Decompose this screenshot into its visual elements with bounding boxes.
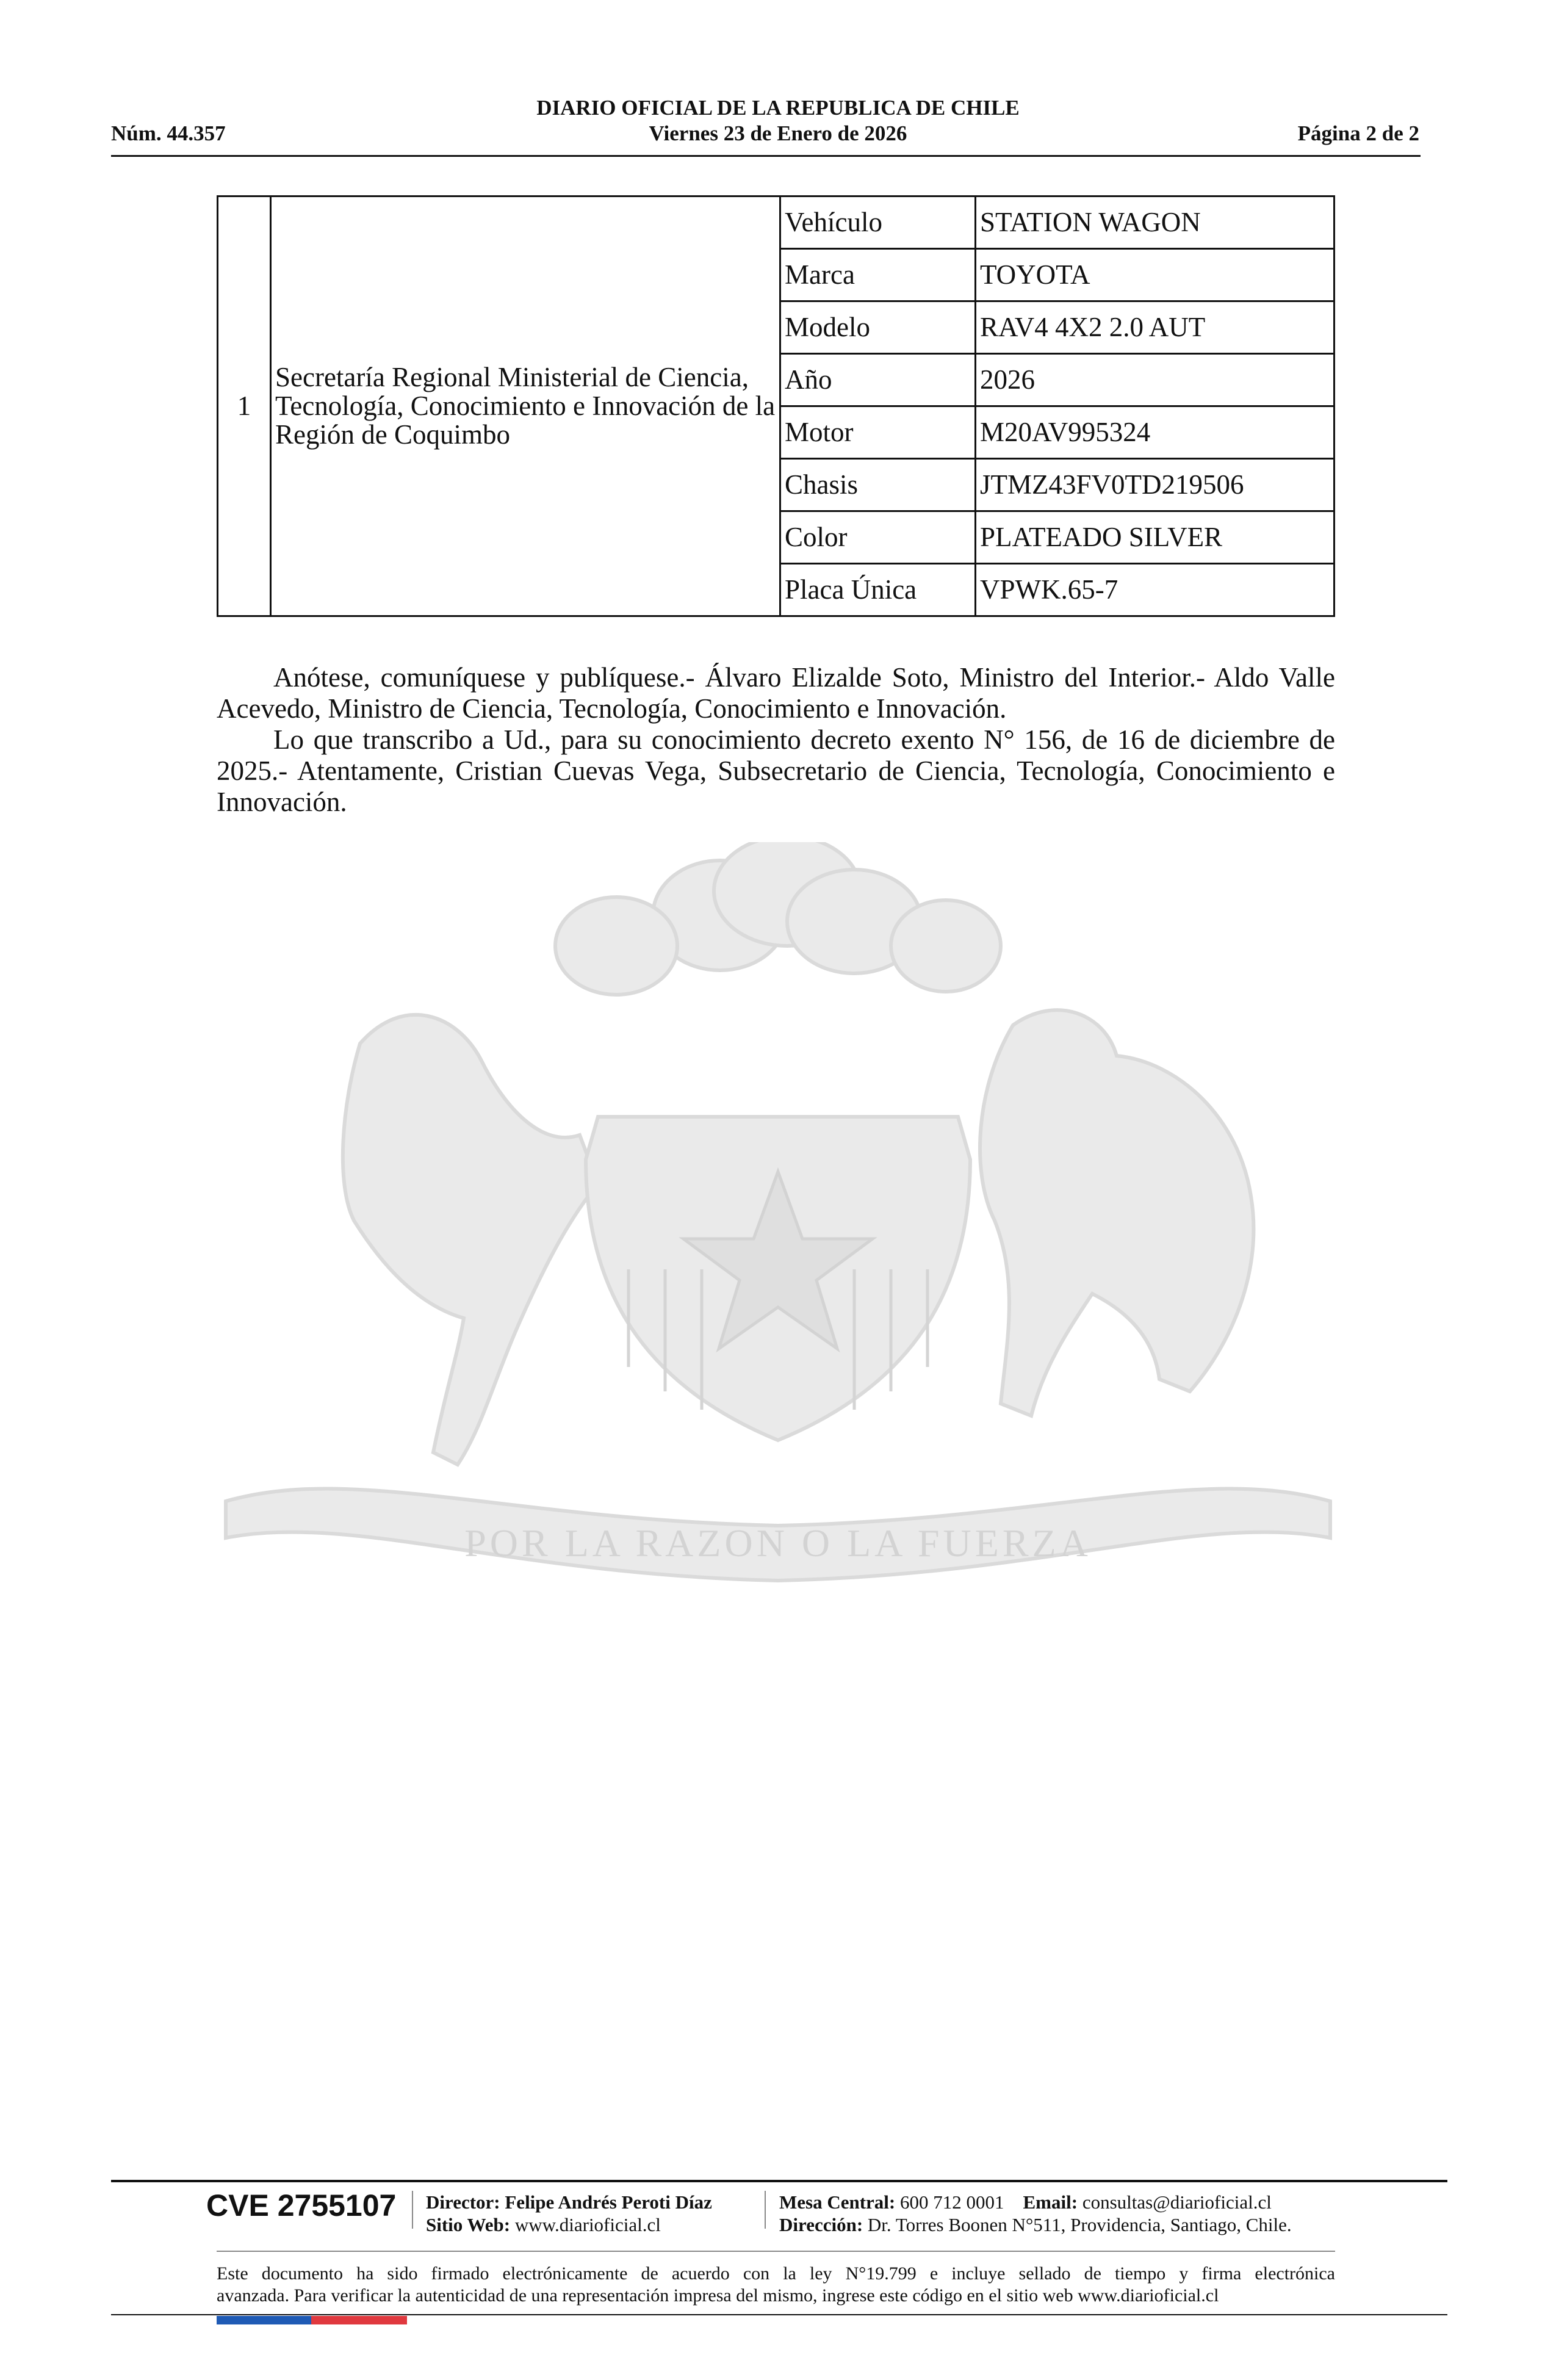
field-value: TOYOTA bbox=[976, 249, 1334, 301]
vehicle-table bbox=[217, 195, 1335, 617]
field-value: STATION WAGON bbox=[976, 197, 1334, 249]
address-label: Dirección: bbox=[779, 2214, 863, 2235]
motto-text: POR LA RAZON O LA FUERZA bbox=[464, 1521, 1092, 1565]
issue-number: Núm. 44.357 bbox=[111, 121, 226, 145]
contact-line bbox=[779, 2191, 1272, 2213]
field-label: Chasis bbox=[780, 459, 976, 511]
email-address[interactable]: consultas@diarioficial.cl bbox=[1082, 2191, 1272, 2213]
decree-body bbox=[217, 662, 1335, 818]
footer-top-rule bbox=[111, 2180, 1447, 2182]
condor-shape bbox=[980, 1010, 1253, 1416]
field-label: Motor bbox=[780, 406, 976, 459]
mesa-label: Mesa Central: bbox=[779, 2191, 896, 2213]
director-name: Felipe Andrés Peroti Díaz bbox=[505, 2191, 712, 2213]
footer-separator bbox=[765, 2191, 766, 2229]
field-value: M20AV995324 bbox=[976, 406, 1334, 459]
website-label: Sitio Web: bbox=[426, 2214, 511, 2235]
legal-notice-line-2: avanzada. Para verificar la autenticidad de una representación impresa del mismo, ingrese este código en el sitio web www.diarioficial.cl bbox=[217, 2285, 1219, 2306]
field-label: Color bbox=[780, 511, 976, 564]
huemul-shape bbox=[343, 1015, 598, 1465]
website-line bbox=[426, 2213, 661, 2236]
mesa-phone: 600 712 0001 bbox=[900, 2191, 1004, 2213]
page-indicator: Página 2 de 2 bbox=[1297, 121, 1419, 145]
flag-stripe-red bbox=[311, 2316, 407, 2324]
field-value: JTMZ43FV0TD219506 bbox=[976, 459, 1334, 511]
table-row bbox=[218, 197, 1334, 249]
field-value: PLATEADO SILVER bbox=[976, 511, 1334, 564]
field-label: Marca bbox=[780, 249, 976, 301]
flag-stripe-blue bbox=[217, 2316, 311, 2324]
cve-code: CVE 2755107 bbox=[206, 2188, 397, 2223]
footer-bottom-rule bbox=[111, 2314, 1447, 2315]
email-label: Email: bbox=[1023, 2191, 1078, 2213]
footer-mid-rule bbox=[217, 2251, 1335, 2252]
director-line bbox=[426, 2191, 712, 2213]
field-value: 2026 bbox=[976, 354, 1334, 406]
field-label: Año bbox=[780, 354, 976, 406]
header-divider bbox=[111, 155, 1421, 157]
field-value: VPWK.65-7 bbox=[976, 564, 1334, 616]
field-label: Placa Única bbox=[780, 564, 976, 616]
legal-notice-line-1: Este documento ha sido firmado electrónicamente de acuerdo con la ley N°19.799 e incluye sellado de tiempo y firma electrónica bbox=[217, 2263, 1335, 2284]
coat-of-arms-watermark bbox=[201, 842, 1355, 1672]
address-line bbox=[779, 2213, 1292, 2236]
row-index: 1 bbox=[218, 197, 271, 616]
entity-name: Secretaría Regional Ministerial de Ciencia, Tecnología, Conocimiento e Innovación de la Región de Coquimbo bbox=[271, 197, 780, 616]
director-label: Director: bbox=[426, 2191, 500, 2213]
transcription-paragraph: Lo que transcribo a Ud., para su conocimiento decreto exento N° 156, de 16 de diciembre de 2025.- Atentamente, Cristian Cuevas Vega, Subsecretario de Ciencia, Tecnología, Conocimiento e Innovación. bbox=[217, 724, 1335, 817]
website-link[interactable]: www.diarioficial.cl bbox=[514, 2214, 661, 2235]
plume-shape bbox=[891, 900, 1001, 992]
newspaper-title: DIARIO OFICIAL DE LA REPUBLICA DE CHILE bbox=[536, 96, 1020, 120]
footer-separator bbox=[412, 2191, 413, 2229]
field-label: Vehículo bbox=[780, 197, 976, 249]
field-label: Modelo bbox=[780, 301, 976, 354]
signature-paragraph: Anótese, comuníquese y publíquese.- Álvaro Elizalde Soto, Ministro del Interior.- Aldo Valle Acevedo, Ministro de Ciencia, Tecnología, Conocimiento e Innovación. bbox=[217, 662, 1335, 724]
field-value: RAV4 4X2 2.0 AUT bbox=[976, 301, 1334, 354]
issue-date: Viernes 23 de Enero de 2026 bbox=[649, 121, 907, 145]
plume-shape bbox=[555, 897, 677, 995]
address-value: Dr. Torres Boonen N°511, Providencia, Santiago, Chile. bbox=[867, 2214, 1292, 2235]
